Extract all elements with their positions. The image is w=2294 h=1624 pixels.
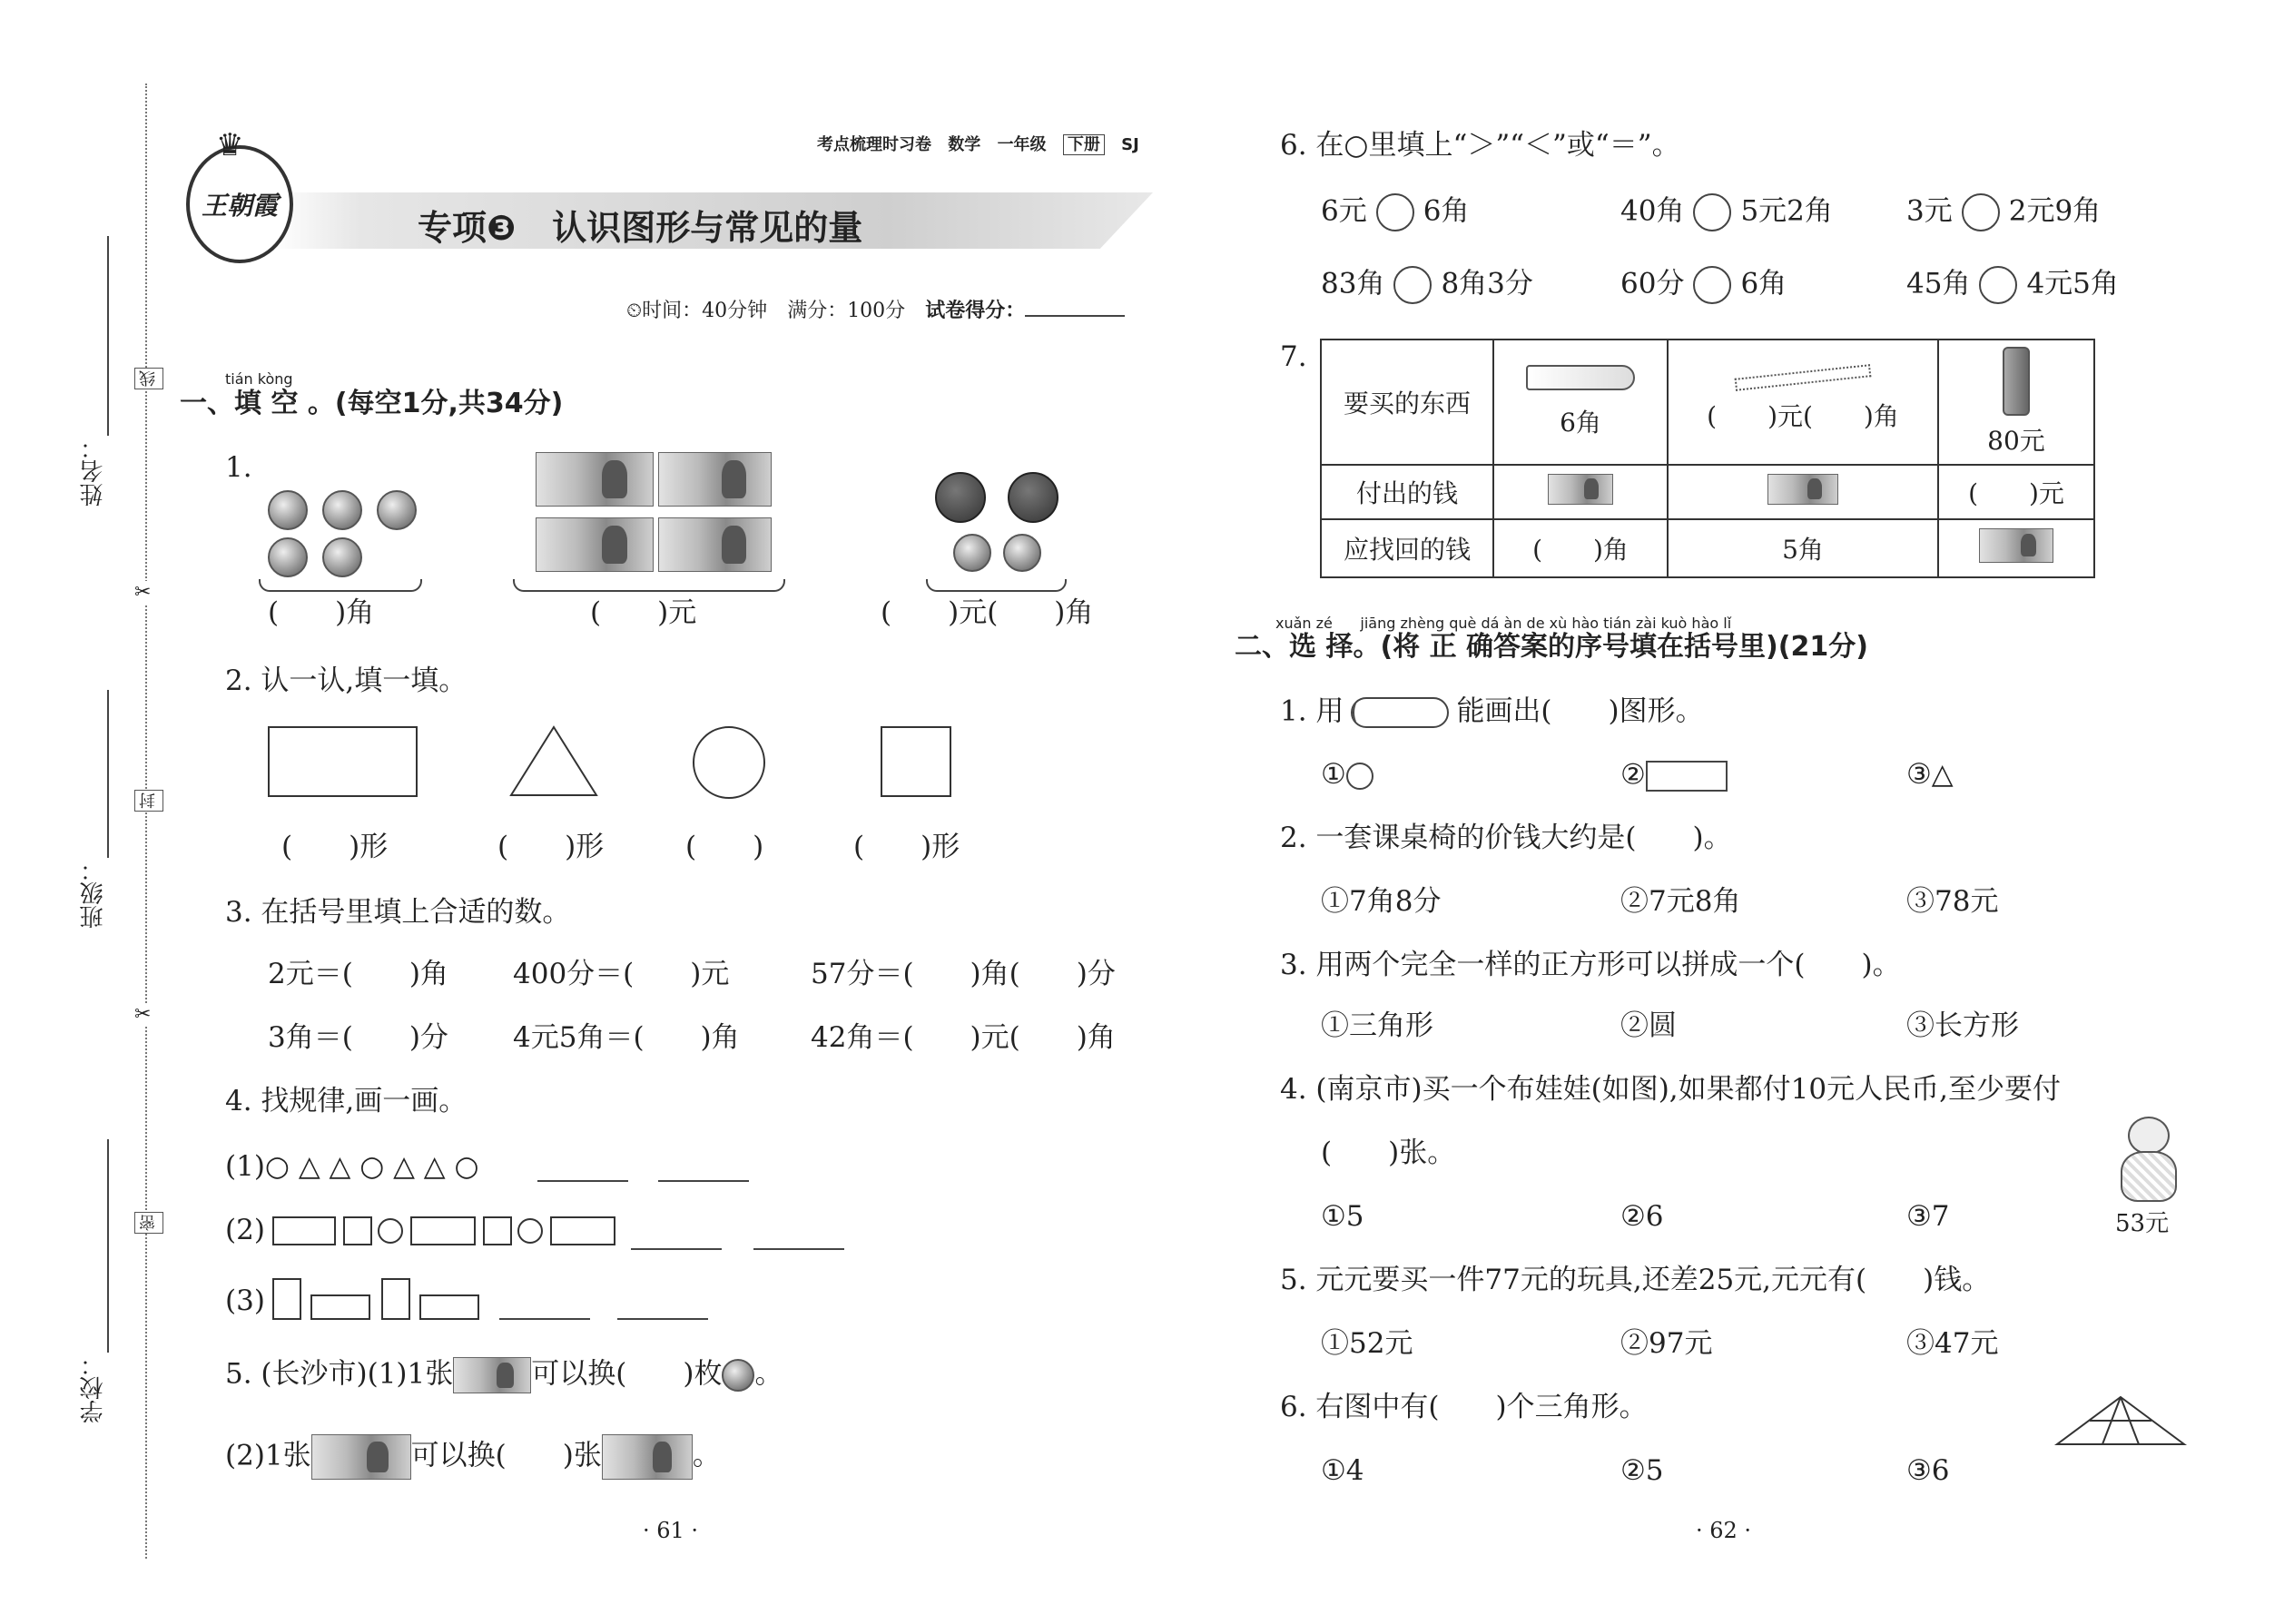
banknote-10-icon — [536, 452, 654, 507]
q4-stem: 4. 找规律,画一画。 — [225, 1085, 468, 1117]
row-label: 付出的钱 — [1321, 465, 1493, 519]
paid-cell — [1668, 465, 1938, 519]
page-number-right: · 62 · — [1696, 1518, 1752, 1543]
compare-circle[interactable] — [1979, 266, 2017, 304]
s2q6-opt3: ③6 — [1906, 1454, 1950, 1487]
s2q4-opt1: ①5 — [1321, 1200, 1364, 1233]
answer-line[interactable] — [753, 1248, 844, 1250]
banknote-10-icon — [1767, 474, 1838, 505]
s2q2-opt1: ①7角8分 — [1321, 885, 1442, 918]
q1-number: 1. — [225, 451, 252, 484]
compare-circle[interactable] — [1376, 193, 1414, 231]
q3-r1-c: 57分＝( )角( )分 — [811, 958, 1116, 990]
q3-r1-b: 400分＝( )元 — [513, 958, 730, 990]
q6-stem: 6. 在○里填上“＞”“＜”或“＝”。 — [1280, 129, 1680, 162]
s2q2-stem: 2. 一套课桌椅的价钱大约是( )。 — [1280, 822, 1732, 854]
q3-r2-a: 3角＝( )分 — [268, 1021, 448, 1054]
s2q1-opt3: ③△ — [1906, 758, 1954, 791]
circle-shape — [378, 1218, 403, 1244]
s2q4-stem: 4. (南京市)买一个布娃娃(如图),如果都付10元人民币,至少要付 — [1280, 1073, 2061, 1106]
brace — [926, 579, 1067, 592]
coin-1-yuan-icon — [935, 472, 986, 523]
s2q5-opt2: ②97元 — [1620, 1327, 1713, 1360]
answer-line[interactable] — [631, 1248, 722, 1250]
triangle-shape — [508, 724, 599, 799]
long-rect-shape — [272, 1216, 336, 1245]
s2q3-stem: 3. 用两个完全一样的正方形可以拼成一个( )。 — [1280, 949, 1901, 981]
class-label: 班级： — [80, 858, 107, 929]
item-cell: 80元 — [1938, 340, 2094, 465]
coin-icon — [322, 490, 362, 530]
change-cell: 5角 — [1668, 519, 1938, 577]
q6-r2-c: 45角 4元5角 — [1906, 266, 2119, 304]
coin-icon — [377, 490, 417, 530]
logo-text: 王朝霞 — [201, 191, 278, 221]
series-info: 考点梳理时习卷 数学 一年级 下册 SJ — [817, 135, 1139, 154]
s2q5-opt1: ①52元 — [1321, 1327, 1413, 1360]
banknote-1-yuan-icon — [453, 1357, 531, 1393]
page-title: 专项❸ 认识图形与常见的量 — [418, 208, 863, 248]
brace — [513, 579, 785, 592]
s2q6-stem: 6. 右图中有( )个三角形。 — [1280, 1391, 1648, 1423]
q2-label-tri: ( )形 — [497, 831, 605, 863]
scissors-icon: ✂ — [134, 1003, 152, 1026]
answer-line[interactable] — [499, 1318, 590, 1320]
q2-label-rect: ( )形 — [281, 831, 389, 863]
rectangle-shape — [268, 726, 418, 797]
banknote-5-icon — [658, 517, 772, 572]
compare-circle[interactable] — [1962, 193, 2000, 231]
q6-r1-c: 3元 2元9角 — [1906, 193, 2101, 231]
coin-icon — [722, 1359, 754, 1392]
s2q3-opt2: ②圆 — [1620, 1009, 1677, 1042]
paid-cell: ( )元 — [1938, 465, 2094, 519]
s2q1-opt1: ① — [1321, 761, 1373, 790]
q5-line1: 5. (长沙市)(1)1张 可以换( )枚 。 — [225, 1357, 783, 1393]
q6-r1-b: 40角 5元2角 — [1620, 193, 1833, 231]
q3-r1-a: 2元＝( )角 — [268, 958, 448, 990]
ruler-icon — [1735, 364, 1872, 391]
rectangle-shape — [1646, 761, 1728, 792]
q7-table — [1320, 339, 2095, 578]
s2q3-opt1: ①三角形 — [1321, 1009, 1433, 1042]
item-cell: 6角 — [1493, 340, 1668, 465]
coin-icon — [268, 490, 308, 530]
s2q4-stem2: ( )张。 — [1321, 1137, 1456, 1169]
s2q5-stem: 5. 元元要买一件77元的玩具,还差25元,元元有( )钱。 — [1280, 1264, 1991, 1296]
banknote-50-icon — [311, 1434, 411, 1480]
q3-r2-c: 42角＝( )元( )角 — [811, 1021, 1116, 1054]
page-number-left: · 61 · — [643, 1518, 699, 1543]
square-shape — [881, 726, 951, 797]
s2q6-opt2: ②5 — [1620, 1454, 1664, 1487]
item-cell: ( )元( )角 — [1668, 340, 1938, 465]
wide-rect-shape — [419, 1294, 479, 1320]
s2q2-opt3: ③78元 — [1906, 885, 1999, 918]
compare-circle[interactable] — [1393, 266, 1432, 304]
binding-dotted-line — [145, 84, 147, 1559]
school-label: 学校： — [80, 1353, 107, 1423]
q7-number: 7. — [1280, 340, 1307, 373]
compare-circle[interactable] — [1693, 266, 1731, 304]
q1-answer-c: ( )元( )角 — [881, 596, 1094, 629]
q2-label-square: ( )形 — [853, 831, 960, 863]
tall-rect-shape — [272, 1278, 301, 1320]
banknote-20-icon — [1979, 528, 2053, 563]
coin-icon — [322, 537, 362, 577]
seal-mark-feng: 封 — [134, 790, 163, 812]
circle-shape — [517, 1218, 543, 1244]
score-field[interactable] — [1025, 297, 1125, 317]
banknote-1-yuan-icon — [1548, 474, 1613, 505]
paid-cell — [1493, 465, 1668, 519]
row-label: 应找回的钱 — [1321, 519, 1493, 577]
answer-line[interactable] — [658, 1180, 749, 1182]
s2q4-opt3: ③7 — [1906, 1200, 1950, 1233]
q6-r2-a: 83角 8角3分 — [1321, 266, 1533, 304]
s2q3-opt3: ③长方形 — [1906, 1009, 2019, 1042]
q3-r2-b: 4元5角＝( )角 — [513, 1021, 740, 1054]
banknote-10-icon — [602, 1434, 693, 1480]
crown-icon: ♛ — [216, 127, 244, 163]
s2q5-opt3: ③47元 — [1906, 1327, 1999, 1360]
s2q1-stem: 1. 用 能画出( )图形。 — [1280, 694, 1704, 728]
s2q6-opt1: ①4 — [1321, 1454, 1364, 1487]
q4-pattern-2-label: (2) — [225, 1214, 265, 1246]
s2q1-opt2: ② — [1620, 761, 1728, 792]
q4-pattern-3-label: (3) — [225, 1284, 265, 1317]
scissors-icon: ✂ — [134, 581, 152, 604]
small-square-shape — [343, 1216, 372, 1245]
coin-1-yuan-icon — [1008, 472, 1058, 523]
section2-heading: 二、选 择。(将 正 确答案的序号填在括号里)(21分) — [1235, 631, 1868, 663]
thermos-icon — [2003, 347, 2030, 416]
section1-pinyin: tián kòng — [225, 370, 293, 388]
answer-line[interactable] — [537, 1180, 628, 1182]
exam-info: ⏲时间：40分钟 满分：100分 试卷得分： — [626, 295, 1125, 323]
wide-rect-shape — [310, 1294, 370, 1320]
coin-icon — [1003, 534, 1041, 572]
school-field[interactable] — [107, 1139, 109, 1353]
q6-r1-a: 6元 6角 — [1321, 193, 1469, 231]
circle-shape — [1346, 763, 1373, 790]
q3-stem: 3. 在括号里填上合适的数。 — [225, 896, 571, 929]
seal-mark-xian: 线 — [134, 368, 163, 389]
answer-line[interactable] — [617, 1318, 708, 1320]
long-rect-shape — [410, 1216, 476, 1245]
triangle-shape: △ — [1931, 758, 1954, 791]
change-cell — [1938, 519, 2094, 577]
compare-circle[interactable] — [1693, 193, 1731, 231]
seal-mark-mi: 密 — [134, 1212, 163, 1234]
sharpener-icon — [1526, 365, 1635, 390]
q1-answer-a: ( )角 — [268, 596, 375, 629]
doll-icon — [2115, 1117, 2182, 1204]
small-square-shape — [483, 1216, 512, 1245]
banknote-10-icon — [536, 517, 654, 572]
banknote-5-icon — [658, 452, 772, 507]
q1-answer-b: ( )元 — [590, 596, 697, 629]
clock-icon: ⏲ — [626, 300, 643, 322]
coin-icon — [953, 534, 991, 572]
doll-price: 53元 — [2115, 1210, 2170, 1237]
name-field[interactable] — [107, 236, 109, 436]
long-rect-shape — [550, 1216, 615, 1245]
section2-pinyin: xuǎn zé jiāng zhèng què dá àn de xù hào tián zài kuò hào lǐ — [1275, 615, 1732, 632]
brace — [259, 579, 422, 592]
s2q2-opt2: ②7元8角 — [1620, 885, 1741, 918]
triangle-figure — [2053, 1393, 2188, 1448]
tall-rect-shape — [381, 1278, 410, 1320]
q2-label-circle: ( ) — [685, 831, 764, 863]
change-cell: ( )角 — [1493, 519, 1668, 577]
name-label: 姓名： — [80, 436, 107, 507]
q5-line2: (2)1张 可以换( )张 。 — [225, 1434, 721, 1480]
row-label: 要买的东西 — [1321, 340, 1493, 465]
coin-icon — [268, 537, 308, 577]
class-field[interactable] — [107, 690, 109, 858]
q4-pattern-1: (1)○ △ △ ○ △ △ ○ — [225, 1150, 479, 1183]
cylinder-icon — [1351, 697, 1449, 728]
q2-stem: 2. 认一认,填一填。 — [225, 664, 468, 697]
q6-r2-b: 60分 6角 — [1620, 266, 1787, 304]
circle-shape — [693, 726, 765, 799]
s2q4-opt2: ②6 — [1620, 1200, 1664, 1233]
section1-heading: 一、填 空 。(每空1分,共34分) — [180, 388, 564, 419]
